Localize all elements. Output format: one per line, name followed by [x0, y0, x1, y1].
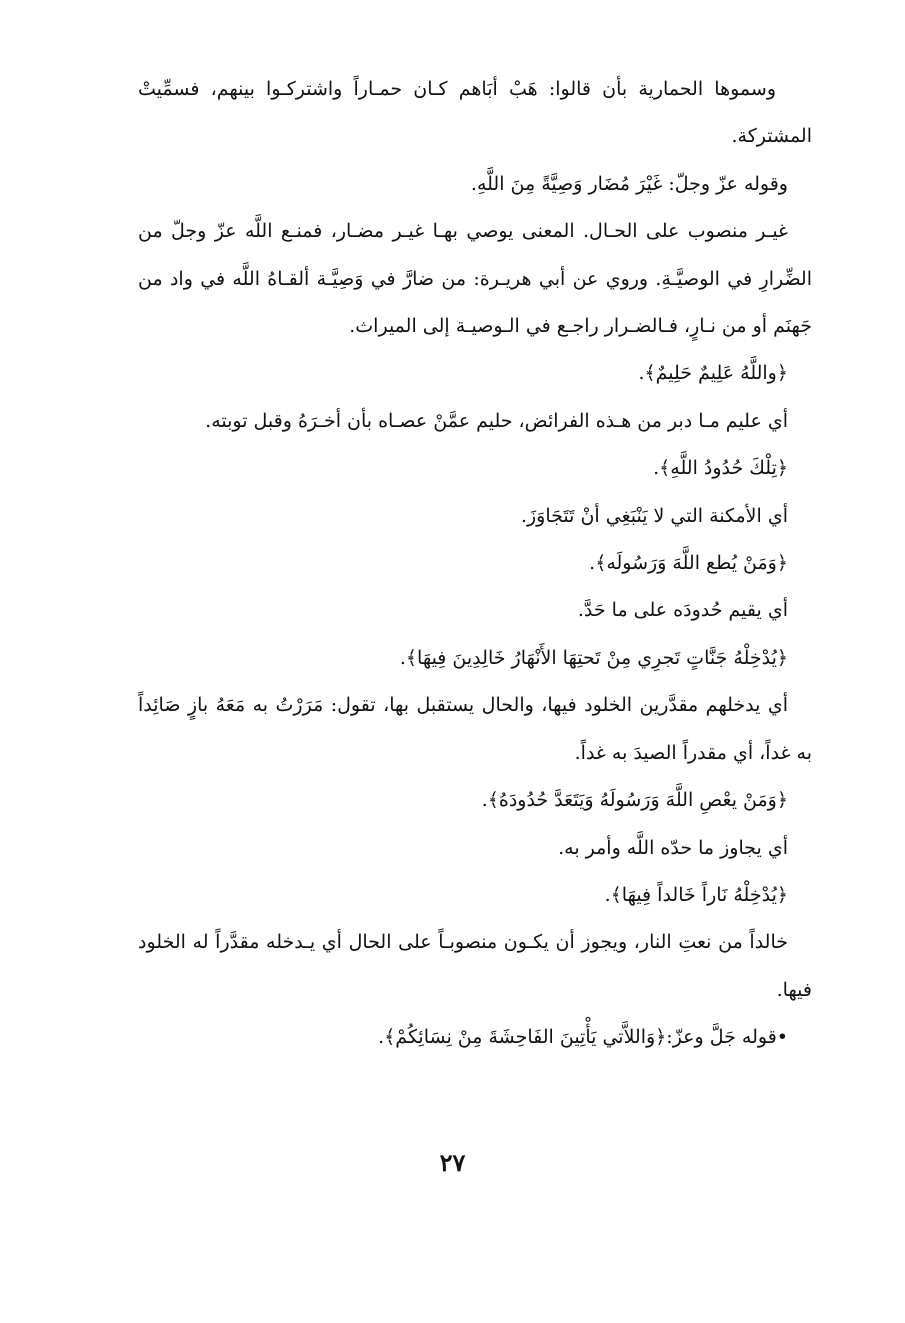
- paragraph-14-verse: ﴿يُدْخِلْهُ نَاراً خَالداً فِيهَا﴾.: [604, 883, 788, 906]
- paragraph-13: أي يجاوز ما حدّه اللَّه وأمر به.: [558, 836, 788, 859]
- paragraph-1: وسموها الحمارية بأن قالوا: هَبْ أبَاهم كـان حمـاراً واشتركـوا بينهم، فسمِّيتْ المشتركة.: [138, 78, 812, 148]
- paragraph-9: أي يقيم حُدودَه على ما حَدَّ.: [577, 599, 788, 622]
- paragraph-4-verse: ﴿واللَّهُ عَلِيمٌ حَلِيمٌ﴾.: [638, 362, 788, 385]
- paragraph-5: أي عليم مـا دبر من هـذه الفرائض، حليم عمَّنْ عصـاه بأن أخـرَهُ وقبل توبته.: [205, 409, 788, 432]
- paragraph-15: خالداً من نعتِ النار، ويجوز أن يكـون منصوبـاً على الحال أي يـدخله مقدَّراً له الخلود فيها.: [138, 931, 812, 1001]
- paragraph-16-verse: •قوله جَلَّ وعزّ:﴿وَاللاَّتي يَأْتِينَ الفَاحِشَةَ مِنْ نِسَائِكُمْ﴾.: [378, 1026, 788, 1049]
- paragraph-7: أي الأمكنة التي لا يَنْبَغِي أنْ تَتَجَاوَزَ.: [520, 504, 788, 527]
- paragraph-12-verse: ﴿وَمَنْ يعْصِ اللَّهَ وَرَسُولَهُ وَيَتَعَدَّ حُدُودَهُ﴾.: [481, 789, 788, 812]
- paragraph-2-verse-quote: وقوله عزّ وجلّ: غَيْرَ مُضَار وَصِيَّةً مِنَ اللَّهِ.: [470, 172, 788, 195]
- body-text: [138, 66, 812, 1062]
- paragraph-6-verse: ﴿تِلْكَ حُدُودُ اللَّهِ﴾.: [653, 457, 788, 480]
- paragraph-3: غيـر منصوب على الحـال. المعنى يوصي بهـا غيـر مضـار، فمنـع اللَّه عزّ وجلّ من الضِّرارِ في الوصيَّـةِ. وروي عن أبي هريـرة: من ضارَّ في وَصِيَّـة ألقـاهُ اللَّه في واد من جَهنَم أو من نـارٍ، فـالضـرار راجـع في الـوصيـة إلى الميراث.: [138, 220, 812, 338]
- paragraph-8-verse: ﴿وَمَنْ يُطع اللَّهَ وَرَسُولَه﴾.: [589, 552, 788, 575]
- page-number: ٢٧: [439, 1148, 466, 1177]
- paragraph-11: أي يدخلهم مقدَّرين الخلود فيها، والحال يستقبل بها، تقول: مَرَرْتُ به مَعَهُ بازٍ صَائِداً به غداً، أي مقدراً الصيدَ به غداً.: [138, 694, 812, 764]
- paragraph-10-verse: ﴿يُدْخِلْهُ جَنَّاتٍ تَجرِي مِنْ تَحتِهَا الأَنْهَارُ خَالِدِينَ فِيهَا﴾.: [399, 646, 788, 669]
